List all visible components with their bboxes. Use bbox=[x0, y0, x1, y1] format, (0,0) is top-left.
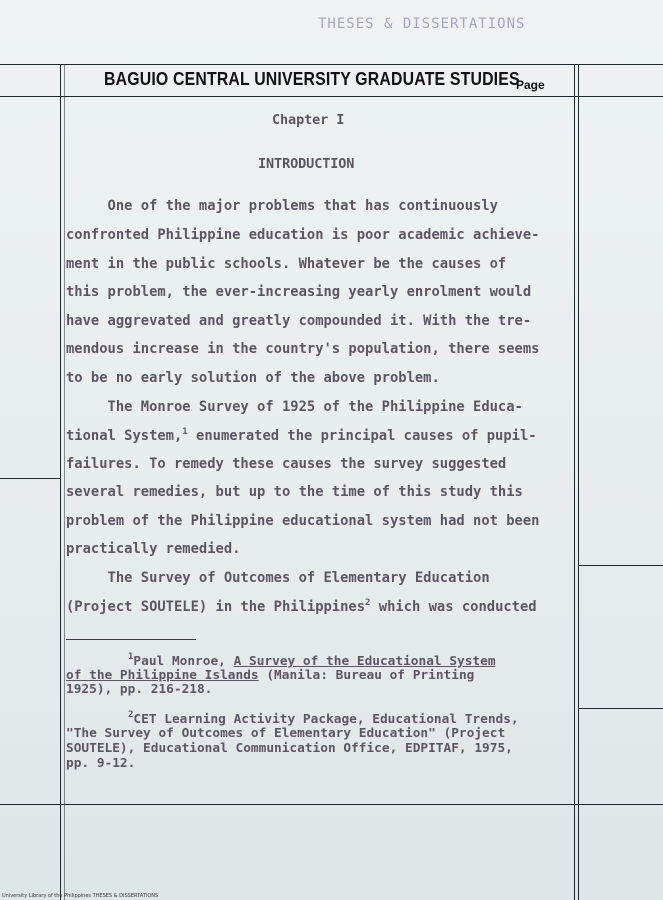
footnote-1-line bbox=[66, 668, 474, 683]
form-rule-header bbox=[60, 96, 578, 97]
footnote-2-line bbox=[128, 710, 519, 727]
footnote-marker: 1 bbox=[182, 427, 188, 437]
body-line: this problem, the ever-increasing yearly enrolment would bbox=[66, 284, 532, 300]
body-line: have aggrevated and greatly compounded it. With the tre- bbox=[66, 313, 532, 329]
body-line: several remedies, but up to the time of this study this bbox=[66, 484, 523, 500]
form-rule-left-band bbox=[0, 96, 60, 97]
footnote-text: (Manila: Bureau of Printing bbox=[258, 668, 475, 683]
body-line-with-footnote bbox=[66, 427, 537, 444]
body-line-text: enumerated the principal causes of pupil- bbox=[187, 428, 537, 444]
footnote-author: Paul Monroe, bbox=[133, 654, 234, 669]
footnote-1-line: 1925), pp. 216-218. bbox=[66, 682, 213, 697]
body-line: problem of the Philippine educational system had not been bbox=[66, 513, 540, 529]
body-line: confronted Philippine education is poor academic achieve- bbox=[66, 227, 540, 243]
form-rule-left-inner bbox=[64, 64, 65, 900]
body-line-text: which was conducted bbox=[370, 599, 537, 615]
body-line: mendous increase in the country's population, there seems bbox=[66, 341, 540, 357]
archive-stamp: THESES & DISSERTATIONS bbox=[318, 16, 526, 32]
footnote-2-line: "The Survey of Outcomes of Elementary Education" (Project bbox=[66, 726, 506, 741]
body-line: to be no early solution of the above problem. bbox=[66, 370, 440, 386]
footnote-marker: 2 bbox=[365, 598, 371, 608]
form-rule-bottom bbox=[0, 804, 663, 805]
form-rule-left bbox=[60, 64, 61, 900]
body-line-text: tional System, bbox=[66, 428, 183, 444]
body-line: The Monroe Survey of 1925 of the Philippine Educa- bbox=[66, 399, 523, 415]
form-rule-right-band bbox=[578, 96, 663, 97]
form-rule-mid-right bbox=[578, 565, 663, 566]
footnote-number: 1 bbox=[128, 652, 134, 662]
body-line-text: (Project SOUTELE) in the Philippines bbox=[66, 599, 366, 615]
form-rule-right-outer bbox=[578, 64, 579, 900]
body-line: One of the major problems that has continuously bbox=[66, 198, 498, 214]
body-line: failures. To remedy these causes the survey suggested bbox=[66, 456, 507, 472]
section-title: INTRODUCTION bbox=[258, 156, 355, 172]
form-rule-right bbox=[574, 64, 575, 900]
chapter-heading: Chapter I bbox=[272, 112, 345, 128]
footnote-number: 2 bbox=[128, 710, 134, 720]
footnote-1-line bbox=[128, 652, 496, 669]
body-line: ment in the public schools. Whatever be the causes of bbox=[66, 256, 507, 272]
body-line-with-footnote bbox=[66, 598, 537, 615]
footnote-separator bbox=[66, 639, 196, 640]
form-rule-mid-left bbox=[0, 478, 60, 479]
university-header: BAGUIO CENTRAL UNIVERSITY GRADUATE STUDIES bbox=[104, 69, 520, 89]
scan-footer: University Library of the Philippines THESES & DISSERTATIONS bbox=[2, 893, 159, 899]
footnote-text: CET Learning Activity Package, Educational Trends, bbox=[133, 712, 519, 727]
form-rule-mid-right-2 bbox=[578, 708, 663, 709]
form-rule-top bbox=[0, 64, 663, 65]
footnote-title: of the Philippine Islands bbox=[66, 668, 259, 683]
footnote-2-line: SOUTELE), Educational Communication Office, EDPITAF, 1975, bbox=[66, 741, 513, 756]
footnote-2-line: pp. 9-12. bbox=[66, 756, 136, 771]
body-line: The Survey of Outcomes of Elementary Education bbox=[66, 570, 490, 586]
body-line: practically remedied. bbox=[66, 541, 241, 557]
footnote-title: A Survey of the Educational System bbox=[233, 654, 496, 669]
page-number-label: Page bbox=[516, 78, 545, 92]
